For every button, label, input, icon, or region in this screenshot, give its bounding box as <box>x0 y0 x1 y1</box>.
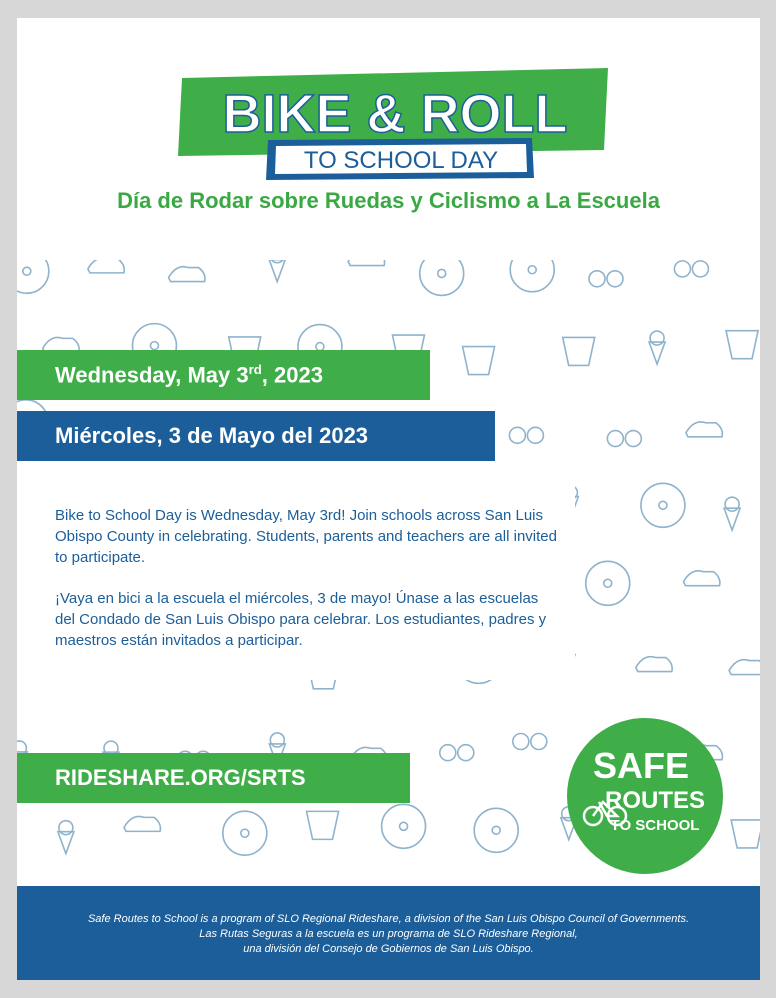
badge-to-school: TO SCHOOL <box>610 817 700 834</box>
footer <box>17 886 760 980</box>
glasses-doodle <box>509 427 525 443</box>
wheel-hub-doodle <box>23 267 31 275</box>
glasses-doodle <box>607 271 623 287</box>
flyer-page <box>17 18 760 980</box>
date-banner-english <box>17 350 430 400</box>
wheel-hub-doodle <box>604 579 612 587</box>
date-english-text: Wednesday, May 3rd, 2023 <box>55 361 323 388</box>
sneaker-doodle <box>729 660 760 675</box>
badge-routes: ROUTES <box>604 787 706 814</box>
bike-wheel-doodle <box>586 561 630 605</box>
date-spanish-text: Miércoles, 3 de Mayo del 2023 <box>55 423 369 448</box>
glasses-doodle <box>513 734 529 750</box>
body-english: Bike to School Day is Wednesday, May 3rd! Join schools across San Luis Obispo County in celebrating. Students, parents and teachers are all invited to participate. <box>55 507 557 566</box>
ice-cream-scoop-doodle <box>650 331 664 345</box>
shirt-doodle <box>307 811 339 839</box>
badge-safe: SAFE <box>592 745 690 786</box>
glasses-doodle <box>692 261 708 277</box>
date-banner-spanish <box>17 411 495 461</box>
shirt-doodle <box>563 337 595 365</box>
wheel-hub-doodle <box>400 822 408 830</box>
footer-line-2: Las Rutas Seguras a la escuela es un programa de SLO Rideshare Regional, <box>199 928 578 940</box>
glasses-doodle <box>589 271 605 287</box>
glasses-doodle <box>625 431 641 447</box>
bike-wheel-doodle <box>223 811 267 855</box>
footer-line-1: Safe Routes to School is a program of SLO Regional Rideshare, a division of the San Luis Obispo Council of Governments. <box>87 913 690 925</box>
safe-routes-badge <box>565 716 725 876</box>
sneaker-doodle <box>169 267 205 282</box>
bike-wheel-doodle <box>382 804 426 848</box>
glasses-doodle <box>607 431 623 447</box>
glasses-doodle <box>458 745 474 761</box>
wheel-hub-doodle <box>150 342 158 350</box>
website-link-banner[interactable] <box>17 753 410 803</box>
spanish-subtitle: Día de Rodar sobre Ruedas y Ciclismo a La Escuela <box>117 188 660 213</box>
bike-wheel-doodle <box>474 808 518 852</box>
footer-line-3: una división del Consejo de Gobiernos de San Luis Obispo. <box>243 943 534 955</box>
body-spanish: ¡Vaya en bici a la escuela el miércoles, 3 de mayo! Únase a las escuelas del Condado de San Luis Obispo para celebrar. Los estudiantes, padres y maestros están invitados a participar. <box>55 590 547 649</box>
ice-cream-scoop-doodle <box>270 733 284 747</box>
sneaker-doodle <box>683 571 719 586</box>
wheel-hub-doodle <box>659 501 667 509</box>
shirt-doodle <box>731 820 760 848</box>
bike-and-roll-logo <box>172 60 612 190</box>
glasses-doodle <box>674 261 690 277</box>
sneaker-doodle <box>348 260 384 266</box>
bike-wheel-doodle <box>510 260 554 292</box>
sneaker-doodle <box>88 260 124 273</box>
ice-cream-scoop-doodle <box>725 497 739 511</box>
wheel-hub-doodle <box>241 829 249 837</box>
bike-wheel-doodle <box>17 260 49 293</box>
website-link[interactable]: RIDESHARE.ORG/SRTS <box>55 765 306 790</box>
shirt-doodle <box>726 331 758 359</box>
wheel-hub-doodle <box>528 266 536 274</box>
wheel-hub-doodle <box>492 826 500 834</box>
wheel-hub-doodle <box>438 269 446 277</box>
shirt-doodle <box>463 347 495 375</box>
sneaker-doodle <box>124 816 160 831</box>
glasses-doodle <box>527 427 543 443</box>
glasses-doodle <box>440 745 456 761</box>
glasses-doodle <box>531 734 547 750</box>
ice-cream-scoop-doodle <box>59 821 73 835</box>
sneaker-doodle <box>686 422 722 437</box>
bike-wheel-doodle <box>641 483 685 527</box>
sneaker-doodle <box>636 657 672 672</box>
logo-title: BIKE & ROLL <box>222 84 568 144</box>
logo-subtitle: TO SCHOOL DAY <box>303 147 499 174</box>
